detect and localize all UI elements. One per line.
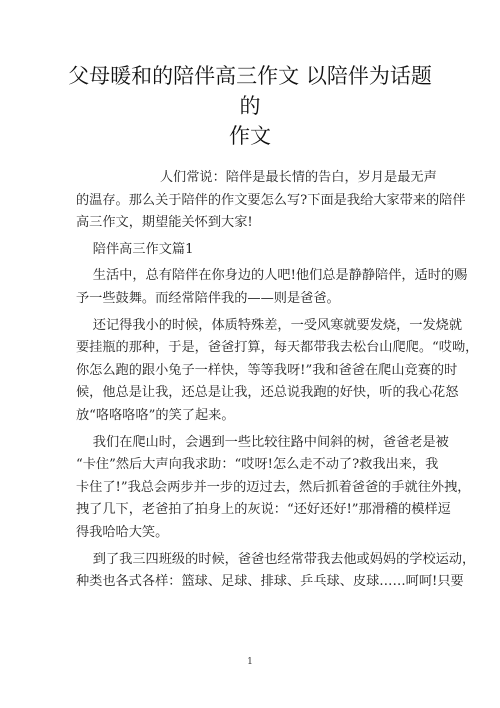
- body-line: 我们在爬山时，会遇到一些比较往路中间斜的树，爸爸老是被: [76, 434, 449, 450]
- body-line: 生活中，总有陪伴在你身边的人吧!他们总是静静陪伴，适时的赐: [76, 268, 468, 284]
- body-line: “卡住”然后大声向我求助：“哎呀!怎么走不动了?救我出来，我: [76, 457, 439, 473]
- body-line: 予一些鼓舞。而经常陪伴我的——则是爸爸。: [76, 290, 340, 306]
- body-line: 到了我三四班级的时候，爸爸也经常带我去他或妈妈的学校运动，: [76, 551, 476, 567]
- title-line-2: 作文: [229, 124, 271, 148]
- body-line: 放“咯咯咯咯”的笑了起来。: [76, 407, 235, 423]
- body-line: 高三作文，期望能关怀到大家!: [76, 215, 253, 231]
- title-line-1: 父母暖和的陪伴高三作文 以陪伴为话题的: [68, 64, 432, 118]
- body-line: 人们常说：陪伴是最长情的告白，岁月是最无声: [76, 170, 437, 185]
- document-title: [60, 61, 440, 151]
- body-line: 还记得我小的时候，体质特殊差，一受风寒就要发烧，一发烧就: [76, 317, 463, 333]
- body-line: 拽了几下，老爸拍了拍身上的灰说：“还好还好!”那滑稽的模样逗: [76, 502, 451, 518]
- body-line: 的温存。那么关于陪伴的作文要怎么写?下面是我给大家带来的陪伴: [76, 192, 466, 208]
- body-line: 候，他总是让我，还总是让我，还总说我跑的好快，听的我心花怒: [76, 385, 459, 401]
- page-number: 1: [247, 657, 253, 667]
- body-line: 要挂瓶的那种，于是，爸爸打算，每天都带我去松台山爬爬。“哎呦，: [76, 340, 479, 356]
- document-body: [76, 167, 479, 594]
- body-line: 你怎么跑的跟小兔子一样快，等等我呀!”我和爸爸在爬山竞赛的时: [76, 362, 458, 378]
- body-line: 卡住了!”我总会两步并一步的迈过去，然后抓着爸爸的手就往外拽，: [76, 479, 471, 495]
- body-line: 得我哈哈大笑。: [76, 524, 169, 540]
- body-line: 种类也各式各样：篮球、足球、排球、乒乓球、皮球……呵呵!只要: [76, 574, 464, 590]
- section-heading: 陪伴高三作文篇1: [76, 241, 194, 257]
